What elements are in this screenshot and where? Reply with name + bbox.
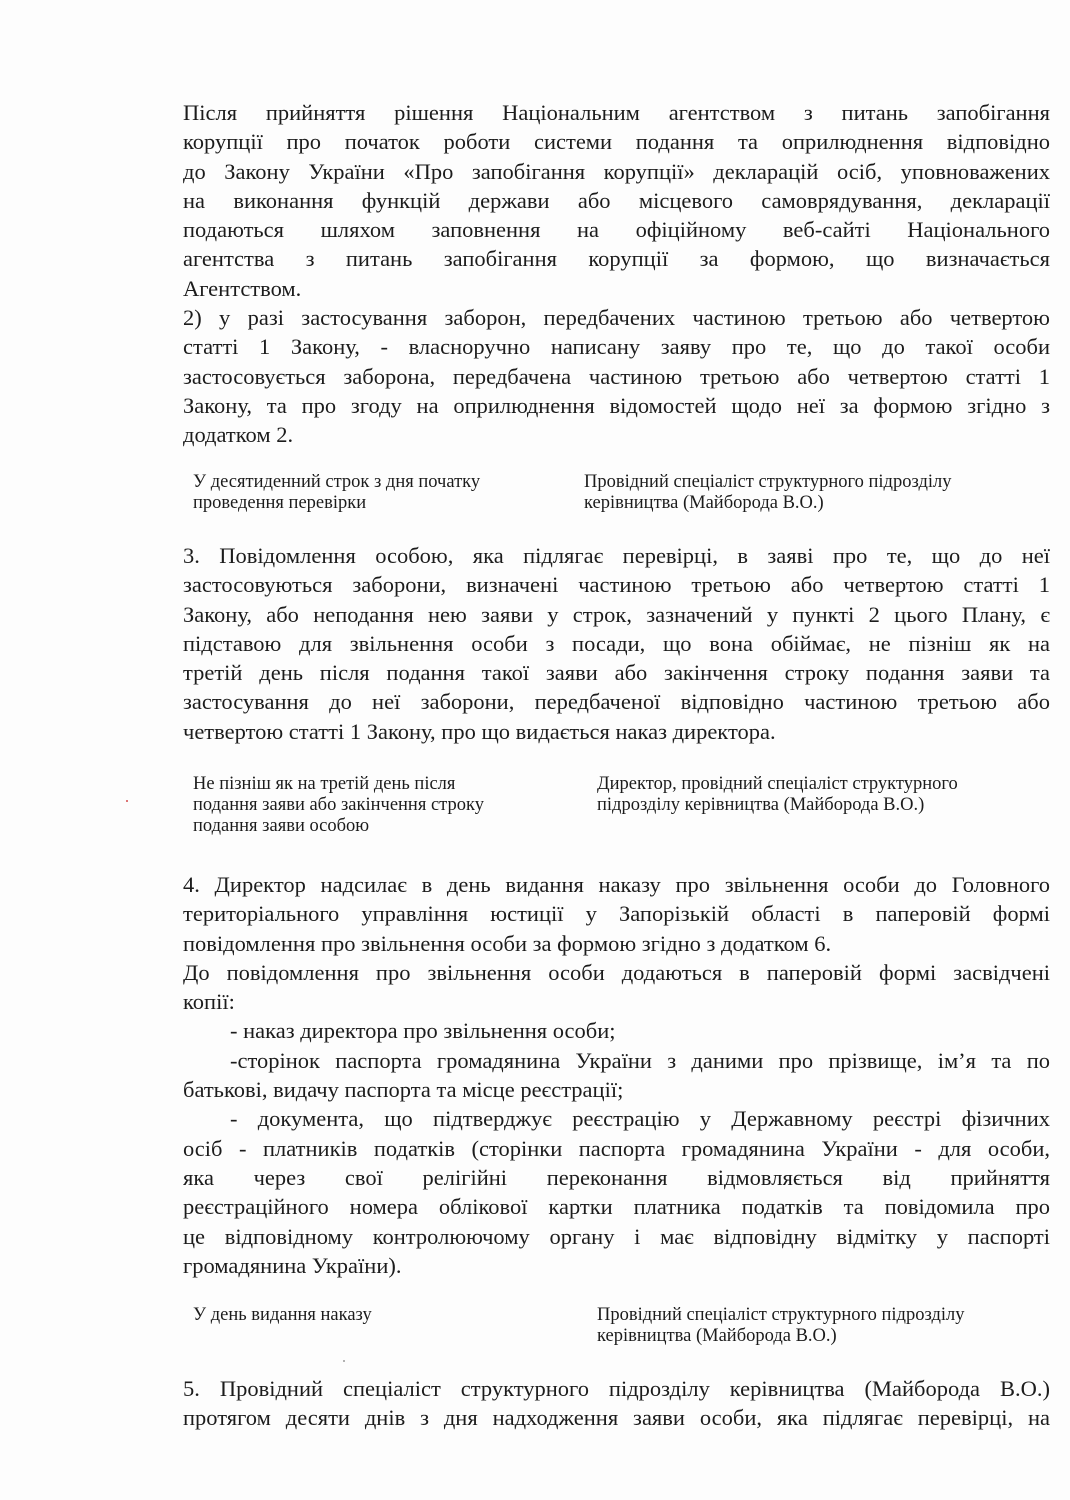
text-line: третій день після подання такої заяви або закінчення строку подання заяви та: [183, 660, 1050, 686]
responsible-line: Директор, провідний спеціаліст структурного: [597, 774, 958, 794]
text-line: агентства з питань запобігання корупції за формою, що визначається: [183, 246, 1050, 272]
term-line: У десятиденний строк з дня початку: [193, 472, 481, 492]
text-line: осіб - платників податків (сторінки паспорта громадянина України - для особи,: [183, 1135, 1050, 1161]
text-line: додатком 2.: [183, 422, 294, 448]
text-line: подаються шляхом заповнення на офіційному веб-сайті Національного: [183, 217, 1050, 243]
paragraph-item-3: [183, 541, 1050, 746]
text-line: протягом десяти днів з дня надходження заяви особи, яка підлягає перевірці, на: [183, 1405, 1050, 1431]
text-line: громадянина України).: [183, 1252, 402, 1278]
responsible-line: Провідний спеціаліст структурного підрозділу: [597, 1305, 965, 1325]
list-item: - наказ директора про звільнення особи;: [230, 1018, 616, 1044]
text-line: 3. Повідомлення особою, яка підлягає перевірці, в заяві про те, що до неї: [183, 543, 1050, 568]
term-line: Не пізніш як на третій день після: [193, 774, 456, 794]
text-line: четвертою статті 1 Закону, про що видається наказ директора.: [183, 718, 776, 744]
text-line: Закону, та про згоду на оприлюднення відомостей щодо неї за формою згідно з: [183, 392, 1050, 418]
text-line: застосовуються заборони, визначені частиною третьою або четвертою статті 1: [183, 572, 1050, 598]
text-line: підставою для звільнення особи з посади, що вона обіймає, не пізніш як на: [183, 630, 1050, 656]
responsible-line: підрозділу керівництва (Майборода В.О.): [597, 795, 925, 815]
note-2-responsible: [597, 774, 958, 816]
text-line: копії:: [183, 989, 235, 1015]
paragraph-intro: [183, 98, 1050, 303]
responsible-line: Провідний спеціаліст структурного підрозділу: [584, 472, 952, 492]
text-line: на виконання функцій держави або місцевого самоврядування, декларації: [183, 187, 1050, 213]
text-line: це відповідному контролюючому органу і має відповідну відмітку у паспорті: [183, 1223, 1050, 1249]
text-line: 4. Директор надсилає в день видання наказу про звільнення особи до Головного: [183, 872, 1050, 897]
scan-speck: [343, 1360, 345, 1362]
text-line: Закону, або неподання нею заяви у строк, зазначений у пункті 2 цього Плану, є: [183, 601, 1050, 627]
text-line: застосовується заборона, передбачена частиною третьою або четвертою статті 1: [183, 363, 1050, 389]
list-item: - документа, що підтверджує реєстрацію у Державному реєстрі фізичних: [230, 1106, 1050, 1132]
term-line: У день видання наказу: [193, 1305, 372, 1325]
text-line: корупції про початок роботи системи подання та оприлюднення відповідно: [183, 129, 1050, 155]
text-line: яка через свої релігійні переконання відмовляється від прийняття: [183, 1164, 1050, 1190]
text-line: До повідомлення про звільнення особи додаються в паперовій формі засвідчені: [183, 959, 1050, 985]
term-line: проведення перевірки: [193, 493, 367, 513]
text-line: 2) у разі застосування заборон, передбачених частиною третьою або четвертою: [183, 305, 1050, 330]
term-line: подання заяви або закінчення строку: [193, 795, 484, 815]
responsible-line: керівництва (Майборода В.О.): [597, 1326, 837, 1346]
text-line: реєстраційного номера облікової картки платника податків та повідомила про: [183, 1194, 1050, 1220]
paragraph-item-2: [183, 303, 1050, 449]
note-3-responsible: [597, 1305, 964, 1347]
list-item: -сторінок паспорта громадянина України з даними про прізвище, ім’я та по: [230, 1047, 1050, 1073]
text-line: 5. Провідний спеціаліст структурного підрозділу керівництва (Майборода В.О.): [183, 1376, 1050, 1401]
text-line: батькові, видачу паспорта та місце реєстрації;: [183, 1077, 624, 1103]
text-line: територіального управління юстиції у Запорізькій області в паперовій формі: [183, 901, 1050, 927]
note-2-term: [193, 774, 484, 837]
note-1-responsible: [584, 472, 951, 514]
text-line: Агентством.: [183, 275, 302, 301]
paragraph-item-5: [183, 1374, 1050, 1433]
text-line: застосування до неї заборони, передбаченої відповідно частиною третьою або: [183, 689, 1050, 715]
paragraph-item-4: [183, 870, 1050, 1280]
term-line: подання заяви особою: [193, 816, 370, 836]
note-1-term: [193, 472, 480, 514]
text-line: Після прийняття рішення Національним агентством з питань запобігання: [183, 100, 1050, 125]
text-line: статті 1 Закону, - власноручно написану заяву про те, що до такої особи: [183, 334, 1050, 360]
scan-speck: [126, 800, 128, 802]
text-line: до Закону України «Про запобігання корупції» декларацій осіб, уповноважених: [183, 158, 1050, 184]
responsible-line: керівництва (Майборода В.О.): [584, 493, 824, 513]
text-line: повідомлення про звільнення особи за формою згідно з додатком 6.: [183, 930, 832, 956]
note-3-term: [193, 1305, 372, 1326]
